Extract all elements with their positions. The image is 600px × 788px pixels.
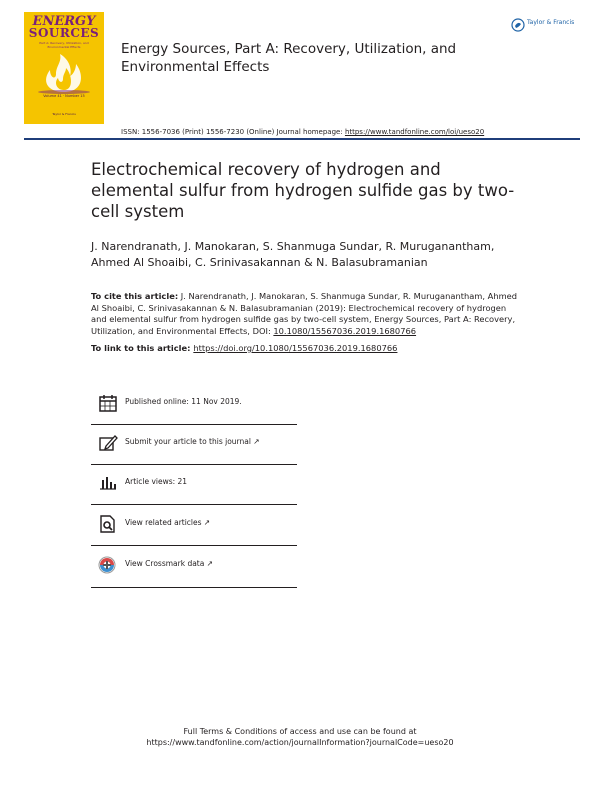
journal-cover [24,12,104,124]
citation-text: J. Narendranath, J. Manokaran, S. Shanmuga Sundar, R. Muruganantham, Ahmed Al Shoaibi, C. Srinivasakannan & N. Balasubramanian (2019): Electrochemical recovery of hydrogen and elemental sulfur from hydrogen sulfide gas by two-cell system, Energy Sources, Part A: Recovery, Utilization, and Environmental Effects, DOI: [91,291,518,336]
citation-label: To cite this article: [91,291,179,301]
footer-terms-text: Full Terms & Conditions of access and use can be found at [183,727,417,736]
article-title: Electrochemical recovery of hydrogen and elemental sulfur from hydrogen sulfide gas by two-cell system [91,160,515,221]
citation-block [91,291,521,337]
related-articles-label: View related articles [125,518,202,527]
citation-doi-link[interactable]: 10.1080/15567036.2019.1680766 [273,325,417,336]
edit-icon [98,434,120,452]
divider [91,545,297,546]
publisher-logo[interactable] [509,16,589,38]
header-divider [24,138,580,140]
cover-title-line2: SOURCES [28,26,100,40]
article-views-label: Article views: 21 [125,477,188,486]
published-online-label: Published online: 11 Nov 2019. [125,397,242,406]
bar-chart-icon [98,474,120,492]
external-link-icon: ↗ [206,559,214,568]
journal-title: Energy Sources, Part A: Recovery, Utilization, and Environmental Effects [121,41,457,75]
external-link-icon: ↗ [253,437,260,446]
journal-homepage-link[interactable]: https://www.tandfonline.com/loi/ueso20 [344,128,485,136]
footer-terms-link[interactable]: https://www.tandfonline.com/action/journalInformation?journalCode=ueso20 [146,738,454,747]
crossmark-link[interactable] [125,559,213,568]
divider [91,587,297,588]
cover-volume: Volume 41 · Number 15 [43,94,85,98]
search-document-icon [98,515,120,533]
cover-subtitle: Part A: Recovery, Utilization, and Environmental Effects [39,41,89,49]
issn-line [121,128,484,136]
cover-title-line1: ENERGY [32,14,96,29]
article-doi-link[interactable]: https://doi.org/10.1080/15567036.2019.1680766 [193,343,398,353]
footer [0,726,600,748]
article-authors: J. Narendranath, J. Manokaran, S. Shanmuga Sundar, R. Muruganantham, Ahmed Al Shoaibi, C. Srinivasakannan & N. Balasubramanian [91,240,495,269]
external-link-icon: ↗ [203,518,211,527]
divider [91,504,297,505]
submit-article-label: Submit your article to this journal [125,437,251,446]
cover-publisher: Taylor & Francis [52,112,76,116]
crossmark-icon [98,556,120,574]
submit-article-link[interactable] [125,437,260,446]
flame-icon [36,52,92,94]
related-articles-link[interactable] [125,518,210,527]
issn-text: ISSN: 1556-7036 (Print) 1556-7230 (Online) Journal homepage: [121,128,345,136]
publisher-logo-icon [511,18,525,32]
article-link-line [91,343,397,353]
publisher-logo-text: Taylor & Francis [527,19,575,26]
divider [91,464,297,465]
link-label: To link to this article: [91,343,194,353]
divider [91,424,297,425]
calendar-icon [98,394,120,412]
crossmark-label: View Crossmark data [125,559,205,568]
